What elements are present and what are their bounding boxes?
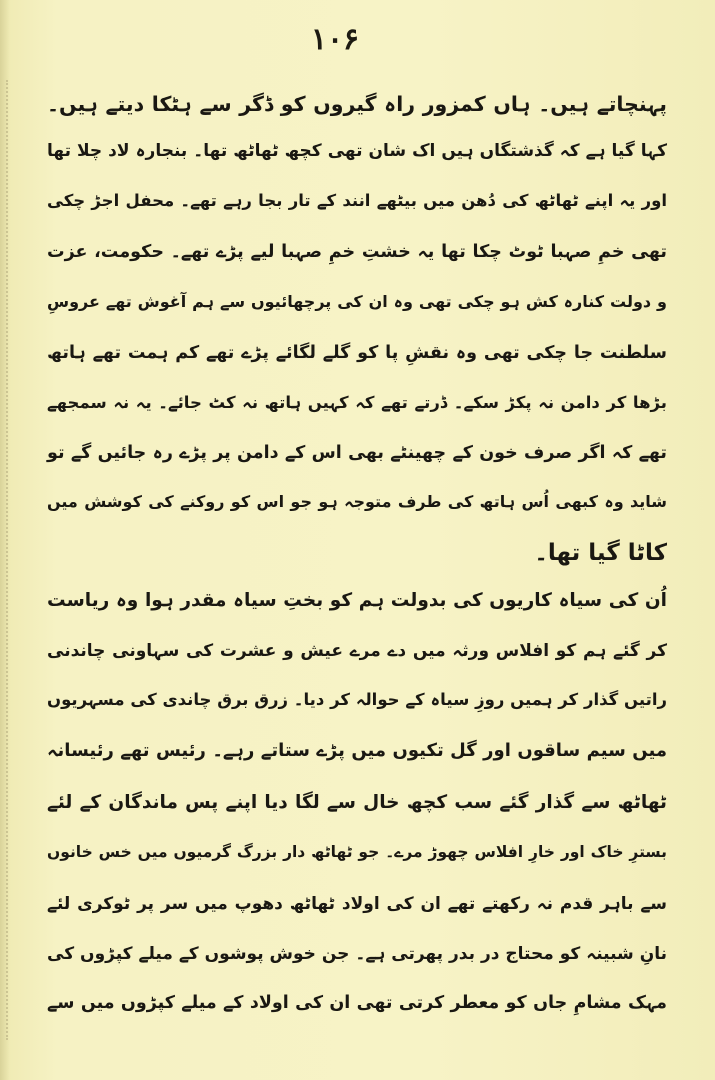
text-line: تھے کہ اگر صرف خون کے چھینٹے بھی اس کے دامن پر پڑے رہ جائیں گے تو bbox=[47, 443, 667, 463]
text-line: و دولت کنارہ کش ہو چکی تھی وہ ان کی پرچھائیوں سے ہم آغوش تھے عروسِ bbox=[47, 292, 667, 311]
text-line: کر گئے ہم کو افلاس ورثہ میں دے مرے عیش و عشرت کی سہاونی چاندنی bbox=[47, 641, 667, 661]
text-line: مہک مشامِ جاں کو معطر کرتی تھی ان کی اولاد کے میلے کپڑوں میں سے bbox=[47, 993, 667, 1013]
text-line: شاید وہ کبھی اُس ہاتھ کی طرف متوجہ ہو جو اس کو روکنے کی کوشش میں bbox=[47, 492, 667, 511]
text-line: کہا گیا ہے کہ گذشتگاں ہیں اک شان تھی کچھ ٹھاٹھ تھا۔ بنجارہ لاد چلا تھا bbox=[47, 141, 667, 161]
text-line: اُن کی سیاہ کاریوں کی بدولت ہم کو بختِ سیاہ مقدر ہوا وہ ریاست bbox=[47, 590, 667, 611]
text-line: سلطنت جا چکی تھی وہ نقشِ پا کو گلے لگائے پڑے تھے کم ہمت تھے ہاتھ bbox=[47, 343, 667, 363]
text-line: بڑھا کر دامن نہ پکڑ سکے۔ ڈرتے تھے کہ کہیں ہاتھ نہ کٹ جائے۔ یہ نہ سمجھے bbox=[47, 393, 667, 412]
text-line: میں سیم ساقوں اور گل تکیوں میں پڑے ستاتے رہے۔ رئیس تھے رئیسانہ bbox=[47, 740, 667, 761]
text-line: سے باہر قدم نہ رکھتے تھے ان کی اولاد ٹھاٹھ دھوپ میں سر پر ٹوکری لئے bbox=[47, 894, 667, 914]
text-line: اور یہ اپنے ٹھاٹھ کی دُھن میں بیٹھے انند کے تار بجا رہے تھے۔ محفل اجڑ چکی bbox=[47, 191, 667, 210]
text-line: پہنچاتے ہیں۔ ہاں کمزور راہ گیروں کو ڈگر سے ہٹکا دیتے ہیں۔ bbox=[47, 92, 667, 116]
text-line: بسترِ خاک اور خارِ افلاس چھوڑ مرے۔ جو ٹھاٹھ دار بزرگ گرمیوں میں خس خانوں bbox=[47, 843, 667, 861]
text-line: ٹھاٹھ سے گذار گئے سب کچھ خال سے لگا دیا اپنے پس ماندگان کے لئے bbox=[47, 792, 667, 813]
text-line: نانِ شبینہ کو محتاج در بدر پھرتی ہے۔ جن خوش پوشوں کے میلے کپڑوں کی bbox=[47, 944, 667, 964]
page-number: ۱۰۶ bbox=[310, 22, 360, 57]
text-line: کاٹا گیا تھا۔ bbox=[534, 540, 667, 566]
text-line: راتیں گذار کر ہمیں روزِ سیاہ کے حوالہ کر دیا۔ زرق برق چاندی کی مسہریوں bbox=[47, 690, 667, 709]
text-line: تھی خمِ صہبا ٹوٹ چکا تھا یہ خشتِ خمِ صہبا لیے پڑے تھے۔ حکومت، عزت bbox=[47, 242, 667, 262]
binding-marks bbox=[6, 80, 12, 1040]
